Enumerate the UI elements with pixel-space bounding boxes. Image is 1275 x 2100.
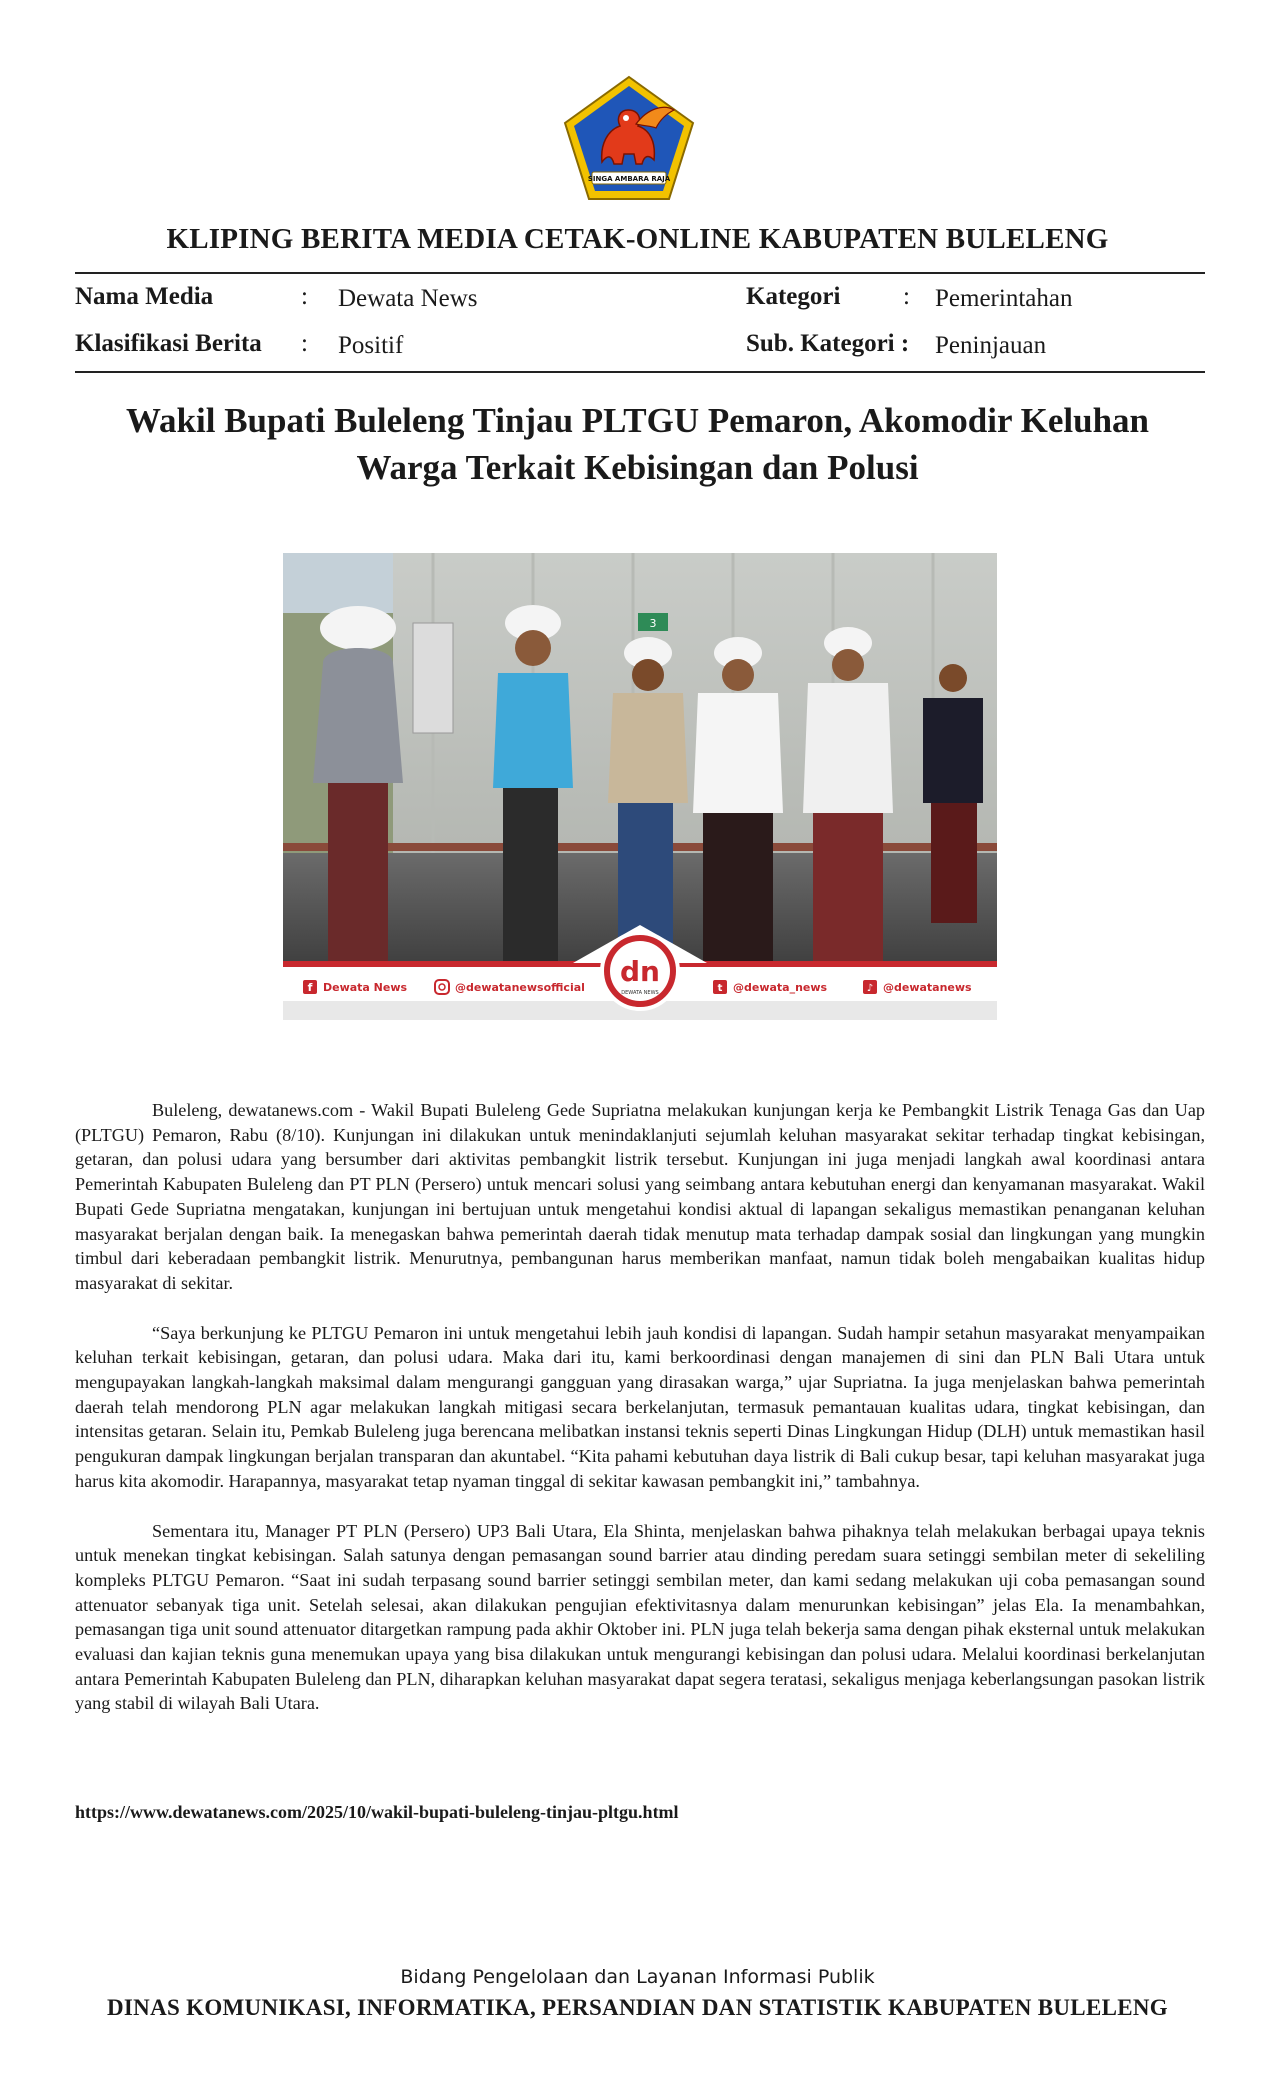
header-divider-bottom — [75, 371, 1205, 373]
header-divider-top — [75, 272, 1205, 274]
facebook-handle: Dewata News — [323, 981, 408, 994]
klasifikasi-berita-value: Positif — [338, 332, 404, 359]
dewata-news-logo-sub: DEWATA NEWS — [621, 990, 659, 996]
footer-division: Bidang Pengelolaan dan Layanan Informasi Publik — [400, 1966, 875, 1988]
nama-media-label: Nama Media — [75, 283, 214, 310]
wall-sign-label: 3 — [649, 617, 657, 630]
kategori-colon: : — [903, 283, 910, 310]
twitter-handle: @dewata_news — [733, 981, 828, 994]
article-paragraph-3: Sementara itu, Manager PT PLN (Persero) UP3 Bali Utara, Ela Shinta, menjelaskan bahwa pihaknya telah melakukan berbagai upaya teknis untuk menekan tingkat kebisingan. Salah satunya dengan pemasangan sound barrier atau dinding peredam suara setinggi sembilan meter di sekeliling kompleks PLTGU Pemaron. “Saat ini sudah terpasang sound barrier setinggi sembilan meter, dan kami sedang melakukan uji coba pemasangan sound attenuator sebanyak tiga unit. Setelah selesai, akan dilakukan pengujian efektivitasnya dalam menurunkan kebisingan” jelas Ela. Ia menambahkan, pemasangan tiga unit sound attenuator ditargetkan rampung pada akhir Oktober ini. PLN juga telah bekerja sama dengan pihak eksternal untuk melakukan evaluasi dan kajian teknis guna menemukan upaya yang bisa dilakukan untuk mengurangi kebisingan dan polusi udara. Melalui koordinasi berkelanjutan antara Pemerintah Kabupaten Buleleng dan PLN, diharapkan keluhan masyarakat dapat segera teratasi, sekaligus menjaga keberlangsungan pasokan listrik yang stabil di wilayah Bali Utara. — [75, 1520, 1205, 1714]
klasifikasi-berita-label: Klasifikasi Berita — [75, 330, 262, 357]
article-paragraph-1: Buleleng, dewatanews.com - Wakil Bupati Buleleng Gede Supriatna melakukan kunjungan kerja ke Pembangkit Listrik Tenaga Gas dan Uap (PLTGU) Pemaron, Rabu (8/10). Kunjungan ini dilakukan untuk menindaklanjuti sejumlah keluhan masyarakat sekitar terhadap tingkat kebisingan, getaran, dan polusi udara yang bersumber dari aktivitas pembangkit listrik tersebut. Kunjungan ini juga menjadi langkah awal koordinasi antara Pemerintah Kabupaten Buleleng dan PT PLN (Persero) untuk mencari solusi yang seimbang antara kebutuhan energi dan kenyamanan masyarakat. Wakil Bupati Gede Supriatna mengatakan, kunjungan ini bertujuan untuk mengetahui kondisi aktual di lapangan sekaligus memastikan penanganan keluhan masyarakat berjalan dengan baik. Ia menegaskan bahwa pemerintah daerah tidak menutup mata terhadap dampak sosial dan lingkungan yang mungkin timbul dari keberadaan pembangkit listrik. Menurutnya, pembangunan harus memberikan manfaat, namun tidak boleh mengabaikan kualitas hidup masyarakat di sekitar. — [75, 1100, 1205, 1293]
kategori-label: Kategori — [746, 283, 841, 310]
sub-kategori-value: Peninjauan — [935, 332, 1047, 359]
instagram-handle: @dewatanewsofficial — [455, 981, 585, 994]
headline-line-2: Warga Terkait Kebisingan dan Polusi — [356, 448, 919, 487]
buleleng-regency-emblem — [562, 74, 696, 202]
svg-text:f: f — [307, 981, 313, 994]
tiktok-handle: @dewatanews — [883, 981, 972, 994]
svg-text:♪: ♪ — [866, 983, 874, 994]
article-headline — [100, 397, 1175, 491]
nama-media-colon: : — [301, 283, 308, 310]
nama-media-value: Dewata News — [338, 285, 478, 312]
footer-department: DINAS KOMUNIKASI, INFORMATIKA, PERSANDIAN DAN STATISTIK KABUPATEN BULELENG — [107, 1995, 1168, 2020]
sub-kategori-label: Sub. Kategori : — [746, 330, 910, 357]
article-paragraph-2: “Saya berkunjung ke PLTGU Pemaron ini untuk mengetahui lebih jauh kondisi di lapangan. Sudah hampir setahun masyarakat menyampaikan keluhan terkait kebisingan, getaran, dan polusi udara. Maka dari itu, kami berkoordinasi dengan manajemen di sini dan PLN Bali Utara untuk mengupayakan langkah-langkah maksimal dalam mengurangi gangguan yang dirasakan warga,” ujar Supriatna. Ia juga menjelaskan bahwa pemerintah daerah telah mendorong PLN agar melakukan langkah mitigasi secara berkelanjutan, termasuk pemantauan kualitas udara, tingkat kebisingan, dan intensitas getaran. Selain itu, Pemkab Buleleng juga berencana melibatkan instansi teknis seperti Dinas Lingkungan Hidup (DLH) untuk memastikan hasil pengukuran dampak lingkungan berjalan transparan dan akuntabel. “Kita pahami kebutuhan daya listrik di Bali cukup besar, tapi keluhan masyarakat juga harus kita akomodir. Harapannya, masyarakat tetap nyaman tinggal di sekitar kawasan pembangkit ini,” tambahnya. — [75, 1322, 1205, 1491]
news-photo — [283, 553, 997, 1020]
article-body — [75, 1098, 1205, 1741]
dewata-news-logo-text: dn — [620, 955, 660, 988]
document-title: KLIPING BERITA MEDIA CETAK-ONLINE KABUPATEN BULELENG — [166, 223, 1109, 255]
svg-text:t: t — [717, 983, 723, 994]
klasifikasi-berita-colon: : — [301, 330, 308, 357]
headline-line-1: Wakil Bupati Buleleng Tinjau PLTGU Pemaron, Akomodir Keluhan — [125, 401, 1150, 440]
source-url: https://www.dewatanews.com/2025/10/wakil-bupati-buleleng-tinjau-pltgu.html — [75, 1802, 679, 1822]
emblem-motto: SINGA AMBARA RAJA — [587, 175, 671, 183]
kategori-value: Pemerintahan — [935, 285, 1073, 312]
